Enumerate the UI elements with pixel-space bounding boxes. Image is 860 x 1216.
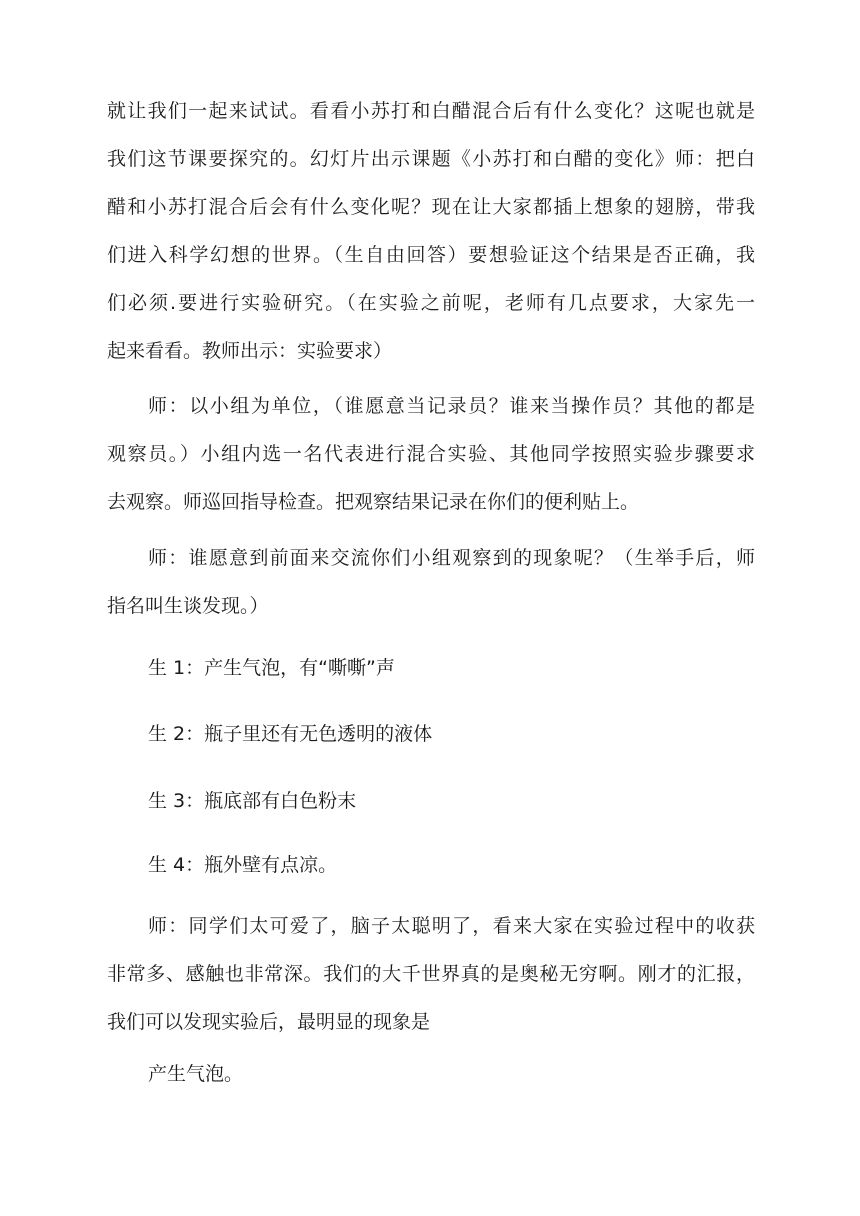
text-line: 起来看看。教师出示：实验要求） <box>107 340 393 362</box>
text-line: 们进入科学幻想的世界。（生自由回答）要想验证这个结果是否正确，我 <box>107 244 755 266</box>
student-answer-1: 生 1：产生气泡，有“嘶嘶”声 <box>148 657 395 679</box>
text-line: 指名叫生谈发现。） <box>107 595 269 617</box>
conclusion-text: 产生气泡。 <box>148 1063 244 1085</box>
text-line: 们必须.要进行实验研究。（在实验之前呢，老师有几点要求，大家先一 <box>107 292 755 314</box>
text-line: 非常多、感触也非常深。我们的大千世界真的是奥秘无穷啊。刚才的汇报， <box>107 963 755 985</box>
text-line: 师：以小组为单位，（谁愿意当记录员？谁来当操作员？其他的都是 <box>148 395 755 417</box>
text-line: 去观察。师巡回指导检查。把观察结果记录在你们的便利贴上。 <box>107 491 640 513</box>
paragraph-teacher-summary <box>107 902 755 1046</box>
text-line: 就让我们一起来试试。看看小苏打和白醋混合后有什么变化？这呢也就是 <box>107 100 755 122</box>
text-line: 我们这节课要探究的。幻灯片出示课题《小苏打和白醋的变化》师：把白 <box>107 148 755 170</box>
text-line: 醋和小苏打混合后会有什么变化呢？现在让大家都插上想象的翅膀，带我 <box>107 196 755 218</box>
text-line: 师：谁愿意到前面来交流你们小组观察到的现象呢？（生举手后，师 <box>148 547 755 569</box>
student-answer-4: 生 4：瓶外壁有点凉。 <box>148 854 338 876</box>
text-line: 我们可以发现实验后，最明显的现象是 <box>107 1011 431 1033</box>
student-answer-3: 生 3：瓶底部有白色粉末 <box>148 790 357 812</box>
student-answer-2: 生 2：瓶子里还有无色透明的液体 <box>148 723 433 745</box>
paragraph-sharing <box>107 534 755 630</box>
text-line: 师：同学们太可爱了，脑子太聪明了，看来大家在实验过程中的收获 <box>148 915 755 937</box>
paragraph-group-roles <box>107 382 755 526</box>
paragraph-intro <box>107 87 755 375</box>
text-line: 观察员。）小组内选一名代表进行混合实验、其他同学按照实验步骤要求 <box>107 443 755 465</box>
